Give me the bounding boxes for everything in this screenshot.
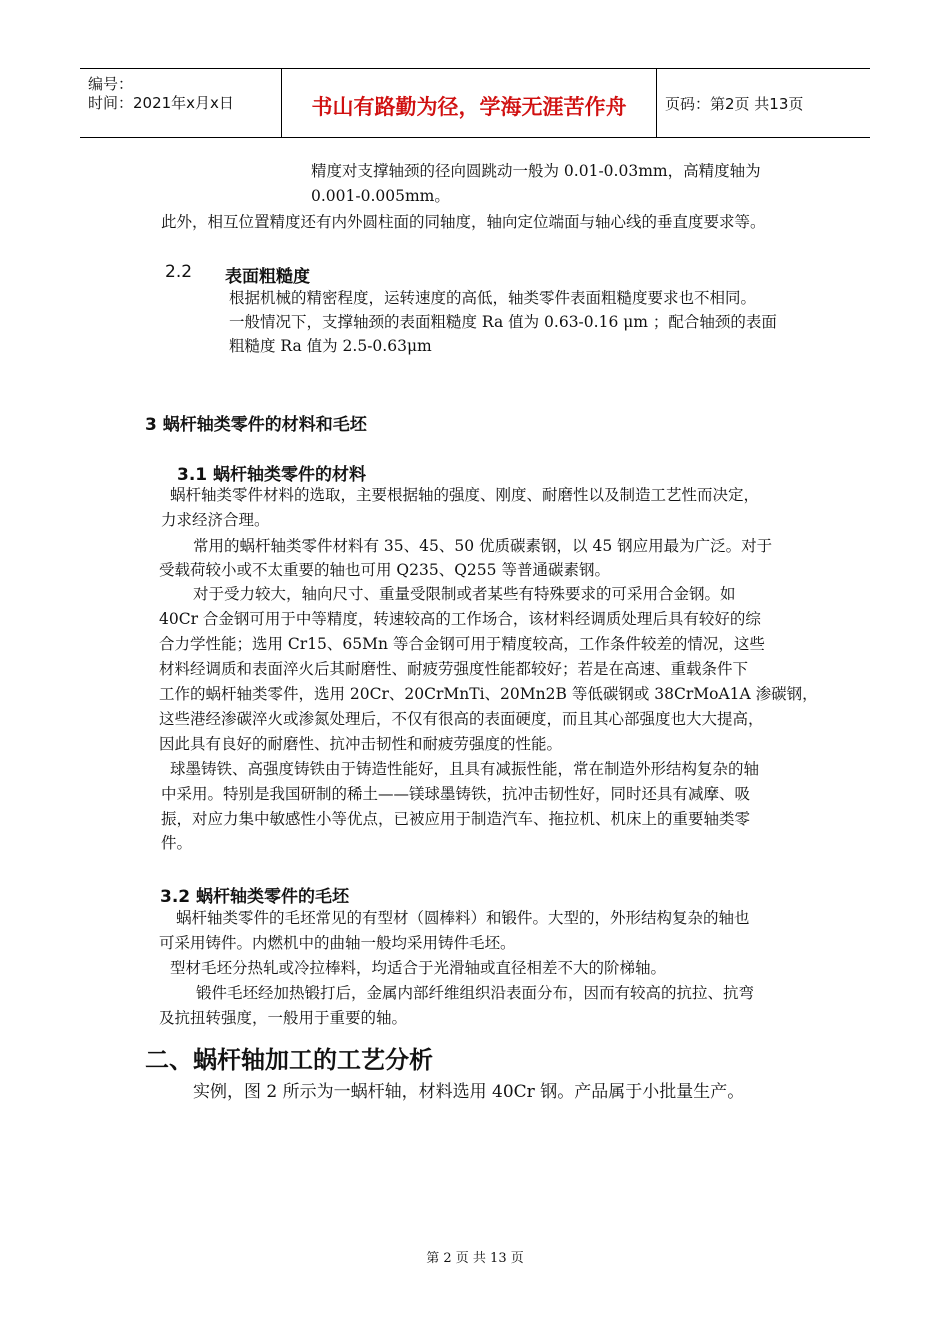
paragraph-line: 对于受力较大，轴向尺寸、重量受限制或者某些有特殊要求的可采用合金钢。如 (193, 585, 736, 603)
paragraph-line: 因此具有良好的耐磨性、抗冲击韧性和耐疲劳强度的性能。 (159, 735, 563, 753)
paragraph-line: 常用的蜗杆轴类零件材料有 35、45、50 优质碳素钢，以 45 钢应用最为广泛。对于 (193, 537, 773, 555)
paragraph-line: 型材毛坯分热轧或冷拉棒料，均适合于光滑轴或直径相差不大的阶梯轴。 (170, 959, 667, 977)
header-page-cell (657, 69, 870, 137)
paragraph-line: 精度对支撑轴颈的径向圆跳动一般为 0.01-0.03mm，高精度轴为 (311, 162, 761, 180)
paragraph-line: 球墨铸铁、高强度铸铁由于铸造性能好，且具有减振性能，常在制造外形结构复杂的轴 (170, 760, 760, 778)
section-title: 3.2 蜗杆轴类零件的毛坯 (160, 887, 350, 907)
section-number: 2.2 (165, 262, 193, 282)
paragraph-line: 振，对应力集中敏感性小等优点，已被应用于制造汽车、拖拉机、机床上的重要轴类零 (161, 810, 751, 828)
chapter-title: 二、蜗杆轴加工的工艺分析 (145, 1046, 433, 1074)
header-motto-cell (282, 69, 657, 137)
paragraph-line: 根据机械的精密程度，运转速度的高低，轴类零件表面粗糙度要求也不相同。 (229, 289, 757, 307)
paragraph-line: 实例，图 2 所示为一蜗杆轴，材料选用 40Cr 钢。产品属于小批量生产。 (193, 1082, 745, 1102)
page-header (80, 68, 870, 138)
paragraph-line: 材料经调质和表面淬火后其耐磨性、耐疲劳强度性能都较好；若是在高速、重载条件下 (159, 660, 749, 678)
paragraph-line: 及抗扭转强度，一般用于重要的轴。 (159, 1009, 408, 1027)
paragraph-line: 受载荷较小或不太重要的轴也可用 Q235、Q255 等普通碳素钢。 (159, 561, 610, 579)
paragraph-line: 40Cr 合金钢可用于中等精度，转速较高的工作场合，该材料经调质处理后具有较好的综 (159, 610, 761, 628)
page-label: 页码：第2页 共13页 (665, 95, 804, 113)
motto: 书山有路勤为径，学海无涯苦作舟 (311, 95, 627, 119)
paragraph-line: 可采用铸件。内燃机中的曲轴一般均采用铸件毛坯。 (159, 934, 516, 952)
page-footer: 第 2 页 共 13 页 (426, 1251, 524, 1266)
paragraph-line: 中采用。特别是我国研制的稀土——镁球墨铸铁，抗冲击韧性好，同时还具有减摩、吸 (161, 785, 751, 803)
paragraph-line: 工作的蜗杆轴类零件，选用 20Cr、20CrMnTi、20Mn2B 等低碳钢或 38CrMoA1A 渗碳钢， (159, 685, 818, 703)
paragraph-line: 这些港经渗碳淬火或渗氮处理后，不仅有很高的表面硬度，而且其心部强度也大大提高， (159, 710, 764, 728)
paragraph-line: 蜗杆轴类零件材料的选取，主要根据轴的强度、刚度、耐磨性以及制造工艺性而决定， (170, 486, 760, 504)
section-title: 3 蜗杆轴类零件的材料和毛坯 (145, 415, 367, 435)
section-title: 3.1 蜗杆轴类零件的材料 (177, 465, 367, 485)
date-label: 时间：2021年x月x日 (88, 94, 234, 112)
paragraph-line: 此外，相互位置精度还有内外圆柱面的同轴度，轴向定位端面与轴心线的垂直度要求等。 (161, 213, 766, 231)
paragraph-line: 件。 (161, 834, 193, 852)
header-info-cell (80, 69, 282, 137)
paragraph-line: 粗糙度 Ra 值为 2.5-0.63μm (229, 337, 432, 355)
paragraph-line: 蜗杆轴类零件的毛坯常见的有型材（圆棒料）和锻件。大型的，外形结构复杂的轴也 (176, 909, 750, 927)
number-label: 编号： (88, 75, 134, 93)
paragraph-line: 0.001-0.005mm。 (311, 187, 450, 205)
paragraph-line: 锻件毛坯经加热锻打后，金属内部纤维组织沿表面分布，因而有较高的抗拉、抗弯 (196, 984, 755, 1002)
section-title: 表面粗糙度 (225, 267, 310, 287)
paragraph-line: 一般情况下，支撑轴颈的表面粗糙度 Ra 值为 0.63-0.16 μm ；配合轴颈的表面 (229, 313, 777, 331)
paragraph-line: 力求经济合理。 (161, 511, 270, 529)
paragraph-line: 合力学性能；选用 Cr15、65Mn 等合金钢可用于精度较高，工作条件较差的情况，这些 (159, 635, 765, 653)
